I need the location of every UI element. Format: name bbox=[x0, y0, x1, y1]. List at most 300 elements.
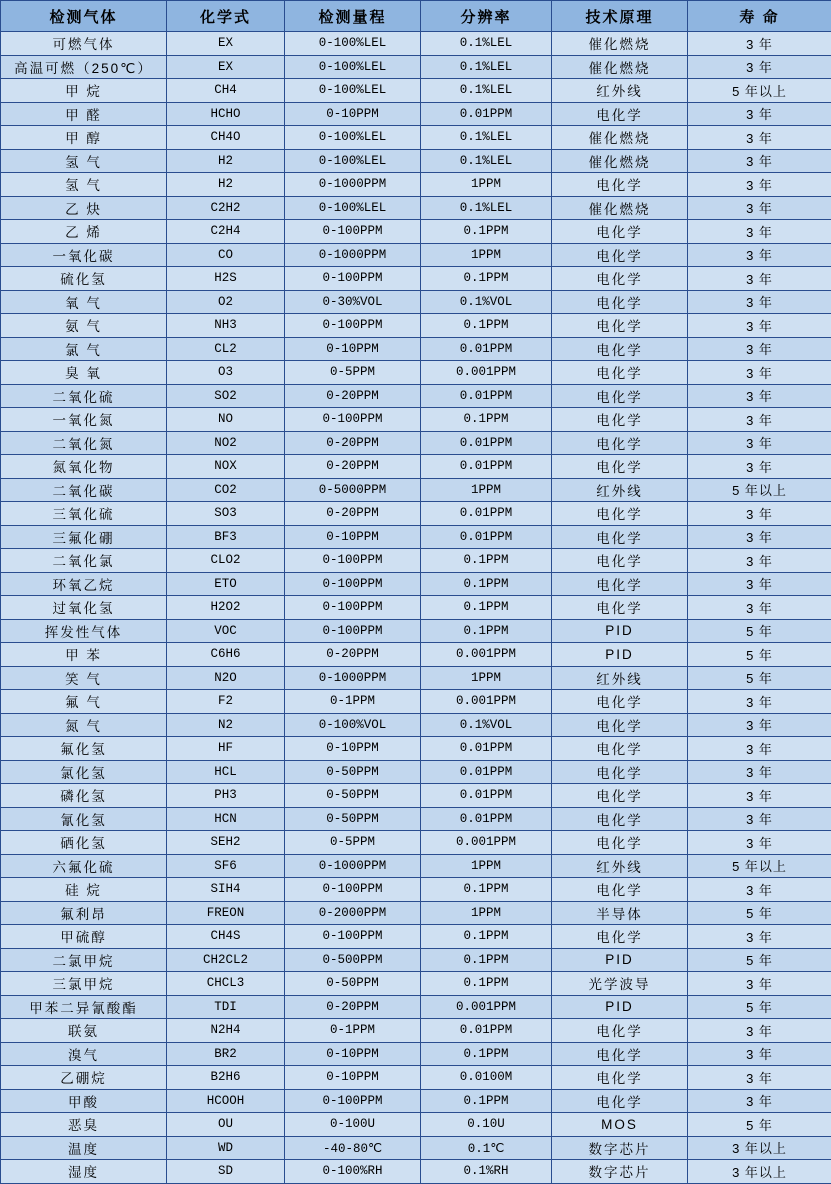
cell-range: 0-1000PPM bbox=[285, 173, 421, 197]
cell-principle: 数字芯片 bbox=[552, 1136, 688, 1160]
cell-gas: 三氯甲烷 bbox=[1, 972, 167, 996]
table-row bbox=[1, 690, 831, 714]
cell-range: 0-10PPM bbox=[285, 102, 421, 126]
cell-resolution: 0.1PPM bbox=[421, 1042, 552, 1066]
cell-principle: 电化学 bbox=[552, 713, 688, 737]
cell-gas: 乙 烯 bbox=[1, 220, 167, 244]
table-row bbox=[1, 126, 831, 150]
cell-principle: 电化学 bbox=[552, 549, 688, 573]
table-row bbox=[1, 408, 831, 432]
cell-range: 0-30%VOL bbox=[285, 290, 421, 314]
cell-formula: PH3 bbox=[167, 784, 285, 808]
cell-resolution: 0.1PPM bbox=[421, 572, 552, 596]
cell-principle: 电化学 bbox=[552, 267, 688, 291]
cell-resolution: 0.01PPM bbox=[421, 455, 552, 479]
cell-formula: HCN bbox=[167, 807, 285, 831]
column-header-formula: 化学式 bbox=[167, 1, 285, 32]
cell-principle: 电化学 bbox=[552, 502, 688, 526]
cell-principle: 电化学 bbox=[552, 1042, 688, 1066]
cell-lifespan: 5 年 bbox=[688, 1113, 831, 1137]
cell-principle: 电化学 bbox=[552, 878, 688, 902]
cell-lifespan: 3 年 bbox=[688, 1089, 831, 1113]
cell-gas: 氨 气 bbox=[1, 314, 167, 338]
cell-lifespan: 3 年 bbox=[688, 55, 831, 79]
cell-resolution: 0.1PPM bbox=[421, 267, 552, 291]
cell-resolution: 0.1%LEL bbox=[421, 149, 552, 173]
cell-gas: 一氧化碳 bbox=[1, 243, 167, 267]
table-row bbox=[1, 901, 831, 925]
cell-resolution: 0.1PPM bbox=[421, 549, 552, 573]
cell-principle: 催化燃烧 bbox=[552, 55, 688, 79]
cell-lifespan: 3 年 bbox=[688, 455, 831, 479]
cell-resolution: 1PPM bbox=[421, 173, 552, 197]
cell-gas: 氮氧化物 bbox=[1, 455, 167, 479]
cell-range: 0-20PPM bbox=[285, 455, 421, 479]
cell-resolution: 1PPM bbox=[421, 901, 552, 925]
cell-resolution: 0.1PPM bbox=[421, 314, 552, 338]
cell-range: 0-5000PPM bbox=[285, 478, 421, 502]
cell-formula: NH3 bbox=[167, 314, 285, 338]
cell-principle: 催化燃烧 bbox=[552, 32, 688, 56]
cell-principle: 电化学 bbox=[552, 831, 688, 855]
table-row bbox=[1, 713, 831, 737]
cell-range: 0-5PPM bbox=[285, 361, 421, 385]
cell-gas: 硫化氢 bbox=[1, 267, 167, 291]
cell-range: 0-10PPM bbox=[285, 1042, 421, 1066]
cell-resolution: 0.1PPM bbox=[421, 972, 552, 996]
cell-resolution: 0.01PPM bbox=[421, 384, 552, 408]
table-header bbox=[1, 1, 831, 32]
cell-resolution: 0.10U bbox=[421, 1113, 552, 1137]
table-row bbox=[1, 478, 831, 502]
table-row bbox=[1, 596, 831, 620]
cell-range: 0-100PPM bbox=[285, 619, 421, 643]
cell-lifespan: 3 年 bbox=[688, 290, 831, 314]
cell-gas: 一氧化氮 bbox=[1, 408, 167, 432]
cell-principle: 电化学 bbox=[552, 737, 688, 761]
table-row bbox=[1, 572, 831, 596]
cell-gas: 硒化氢 bbox=[1, 831, 167, 855]
cell-formula: SO2 bbox=[167, 384, 285, 408]
cell-principle: 电化学 bbox=[552, 1066, 688, 1090]
cell-formula: HF bbox=[167, 737, 285, 761]
cell-resolution: 0.1℃ bbox=[421, 1136, 552, 1160]
cell-lifespan: 3 年 bbox=[688, 196, 831, 220]
cell-resolution: 0.1PPM bbox=[421, 948, 552, 972]
cell-formula: OU bbox=[167, 1113, 285, 1137]
cell-principle: 电化学 bbox=[552, 572, 688, 596]
cell-resolution: 0.1PPM bbox=[421, 596, 552, 620]
cell-range: 0-100PPM bbox=[285, 549, 421, 573]
cell-lifespan: 3 年 bbox=[688, 32, 831, 56]
cell-range: 0-100%LEL bbox=[285, 196, 421, 220]
cell-principle: 电化学 bbox=[552, 760, 688, 784]
cell-resolution: 0.1PPM bbox=[421, 220, 552, 244]
cell-resolution: 0.1PPM bbox=[421, 619, 552, 643]
cell-lifespan: 3 年 bbox=[688, 337, 831, 361]
cell-gas: 笑 气 bbox=[1, 666, 167, 690]
cell-formula: CH4 bbox=[167, 79, 285, 103]
cell-formula: HCOOH bbox=[167, 1089, 285, 1113]
cell-resolution: 0.1%LEL bbox=[421, 32, 552, 56]
table-header-row bbox=[1, 1, 831, 32]
cell-resolution: 0.1%LEL bbox=[421, 79, 552, 103]
table-row bbox=[1, 1042, 831, 1066]
cell-principle: 电化学 bbox=[552, 384, 688, 408]
table-row bbox=[1, 243, 831, 267]
cell-range: 0-50PPM bbox=[285, 784, 421, 808]
table-row bbox=[1, 1019, 831, 1043]
cell-formula: SO3 bbox=[167, 502, 285, 526]
cell-resolution: 0.1%LEL bbox=[421, 126, 552, 150]
cell-gas: 磷化氢 bbox=[1, 784, 167, 808]
table-row bbox=[1, 995, 831, 1019]
cell-range: 0-100PPM bbox=[285, 220, 421, 244]
cell-lifespan: 3 年 bbox=[688, 878, 831, 902]
cell-range: 0-100%RH bbox=[285, 1160, 421, 1184]
cell-gas: 甲酸 bbox=[1, 1089, 167, 1113]
cell-principle: 电化学 bbox=[552, 243, 688, 267]
table-row bbox=[1, 1160, 831, 1184]
cell-principle: 电化学 bbox=[552, 220, 688, 244]
cell-range: -40-80℃ bbox=[285, 1136, 421, 1160]
table-row bbox=[1, 1089, 831, 1113]
table-row bbox=[1, 619, 831, 643]
cell-formula: CLO2 bbox=[167, 549, 285, 573]
cell-formula: O2 bbox=[167, 290, 285, 314]
cell-gas: 三氟化硼 bbox=[1, 525, 167, 549]
cell-resolution: 0.1%LEL bbox=[421, 55, 552, 79]
table-row bbox=[1, 79, 831, 103]
cell-range: 0-500PPM bbox=[285, 948, 421, 972]
cell-range: 0-1PPM bbox=[285, 1019, 421, 1043]
cell-formula: CH4O bbox=[167, 126, 285, 150]
cell-formula: B2H6 bbox=[167, 1066, 285, 1090]
table-row bbox=[1, 455, 831, 479]
cell-gas: 硅 烷 bbox=[1, 878, 167, 902]
cell-gas: 恶臭 bbox=[1, 1113, 167, 1137]
cell-range: 0-100%LEL bbox=[285, 32, 421, 56]
cell-resolution: 0.01PPM bbox=[421, 102, 552, 126]
cell-resolution: 0.0100M bbox=[421, 1066, 552, 1090]
cell-range: 0-100PPM bbox=[285, 1089, 421, 1113]
cell-range: 0-100PPM bbox=[285, 878, 421, 902]
cell-gas: 环氧乙烷 bbox=[1, 572, 167, 596]
cell-principle: 催化燃烧 bbox=[552, 196, 688, 220]
cell-lifespan: 3 年 bbox=[688, 549, 831, 573]
cell-gas: 六氟化硫 bbox=[1, 854, 167, 878]
cell-principle: 电化学 bbox=[552, 807, 688, 831]
cell-range: 0-2000PPM bbox=[285, 901, 421, 925]
cell-principle: 电化学 bbox=[552, 455, 688, 479]
cell-principle: 电化学 bbox=[552, 525, 688, 549]
cell-range: 0-1PPM bbox=[285, 690, 421, 714]
cell-gas: 高温可燃（250℃） bbox=[1, 55, 167, 79]
cell-lifespan: 3 年 bbox=[688, 102, 831, 126]
cell-formula: CO bbox=[167, 243, 285, 267]
table-row bbox=[1, 173, 831, 197]
table-row bbox=[1, 314, 831, 338]
table-row bbox=[1, 1113, 831, 1137]
cell-lifespan: 5 年 bbox=[688, 995, 831, 1019]
cell-principle: PID bbox=[552, 995, 688, 1019]
table-body bbox=[1, 32, 831, 1184]
cell-principle: PID bbox=[552, 948, 688, 972]
cell-lifespan: 3 年 bbox=[688, 925, 831, 949]
cell-resolution: 0.01PPM bbox=[421, 760, 552, 784]
cell-range: 0-1000PPM bbox=[285, 243, 421, 267]
cell-lifespan: 3 年 bbox=[688, 126, 831, 150]
cell-range: 0-100%LEL bbox=[285, 55, 421, 79]
cell-formula: SIH4 bbox=[167, 878, 285, 902]
cell-gas: 乙硼烷 bbox=[1, 1066, 167, 1090]
cell-lifespan: 3 年 bbox=[688, 149, 831, 173]
table-row bbox=[1, 784, 831, 808]
table-row bbox=[1, 361, 831, 385]
cell-lifespan: 3 年 bbox=[688, 972, 831, 996]
cell-range: 0-10PPM bbox=[285, 337, 421, 361]
cell-lifespan: 3 年 bbox=[688, 784, 831, 808]
cell-lifespan: 3 年 bbox=[688, 713, 831, 737]
cell-gas: 氟利昂 bbox=[1, 901, 167, 925]
cell-formula: TDI bbox=[167, 995, 285, 1019]
cell-gas: 二氯甲烷 bbox=[1, 948, 167, 972]
table-row bbox=[1, 549, 831, 573]
cell-lifespan: 5 年 bbox=[688, 901, 831, 925]
cell-formula: NO2 bbox=[167, 431, 285, 455]
cell-lifespan: 3 年 bbox=[688, 220, 831, 244]
cell-resolution: 1PPM bbox=[421, 478, 552, 502]
cell-principle: 红外线 bbox=[552, 666, 688, 690]
table-row bbox=[1, 643, 831, 667]
cell-lifespan: 3 年 bbox=[688, 572, 831, 596]
cell-range: 0-100PPM bbox=[285, 267, 421, 291]
table-row bbox=[1, 220, 831, 244]
cell-range: 0-20PPM bbox=[285, 384, 421, 408]
table-row bbox=[1, 737, 831, 761]
cell-principle: 电化学 bbox=[552, 173, 688, 197]
cell-range: 0-10PPM bbox=[285, 737, 421, 761]
cell-principle: 电化学 bbox=[552, 290, 688, 314]
cell-principle: 电化学 bbox=[552, 361, 688, 385]
cell-lifespan: 3 年 bbox=[688, 1019, 831, 1043]
cell-lifespan: 5 年以上 bbox=[688, 854, 831, 878]
cell-range: 0-100PPM bbox=[285, 925, 421, 949]
cell-formula: HCHO bbox=[167, 102, 285, 126]
cell-resolution: 0.01PPM bbox=[421, 807, 552, 831]
cell-gas: 氢 气 bbox=[1, 173, 167, 197]
cell-lifespan: 3 年 bbox=[688, 690, 831, 714]
cell-lifespan: 3 年 bbox=[688, 1066, 831, 1090]
cell-gas: 联氨 bbox=[1, 1019, 167, 1043]
cell-lifespan: 3 年 bbox=[688, 431, 831, 455]
cell-resolution: 0.01PPM bbox=[421, 337, 552, 361]
cell-resolution: 0.1%RH bbox=[421, 1160, 552, 1184]
cell-range: 0-100PPM bbox=[285, 408, 421, 432]
cell-formula: EX bbox=[167, 55, 285, 79]
table-row bbox=[1, 149, 831, 173]
table-row bbox=[1, 807, 831, 831]
cell-lifespan: 3 年 bbox=[688, 807, 831, 831]
cell-principle: PID bbox=[552, 619, 688, 643]
cell-range: 0-10PPM bbox=[285, 1066, 421, 1090]
cell-formula: H2 bbox=[167, 149, 285, 173]
cell-principle: 催化燃烧 bbox=[552, 149, 688, 173]
cell-formula: CO2 bbox=[167, 478, 285, 502]
cell-principle: 电化学 bbox=[552, 314, 688, 338]
cell-gas: 二氧化硫 bbox=[1, 384, 167, 408]
cell-range: 0-100%LEL bbox=[285, 126, 421, 150]
table-row bbox=[1, 666, 831, 690]
cell-gas: 甲 醇 bbox=[1, 126, 167, 150]
cell-formula: WD bbox=[167, 1136, 285, 1160]
cell-principle: 电化学 bbox=[552, 408, 688, 432]
cell-formula: BR2 bbox=[167, 1042, 285, 1066]
cell-lifespan: 3 年 bbox=[688, 408, 831, 432]
cell-resolution: 0.001PPM bbox=[421, 995, 552, 1019]
cell-lifespan: 3 年 bbox=[688, 831, 831, 855]
cell-gas: 氰化氢 bbox=[1, 807, 167, 831]
table-row bbox=[1, 948, 831, 972]
cell-formula: CL2 bbox=[167, 337, 285, 361]
table-row bbox=[1, 925, 831, 949]
cell-resolution: 0.01PPM bbox=[421, 1019, 552, 1043]
cell-lifespan: 3 年 bbox=[688, 384, 831, 408]
cell-resolution: 0.1%VOL bbox=[421, 290, 552, 314]
cell-lifespan: 5 年 bbox=[688, 643, 831, 667]
cell-resolution: 1PPM bbox=[421, 854, 552, 878]
cell-formula: NOX bbox=[167, 455, 285, 479]
cell-principle: 红外线 bbox=[552, 478, 688, 502]
cell-principle: 电化学 bbox=[552, 1019, 688, 1043]
cell-resolution: 0.01PPM bbox=[421, 431, 552, 455]
cell-range: 0-20PPM bbox=[285, 643, 421, 667]
cell-gas: 三氧化硫 bbox=[1, 502, 167, 526]
table-row bbox=[1, 384, 831, 408]
cell-range: 0-50PPM bbox=[285, 972, 421, 996]
cell-principle: 电化学 bbox=[552, 925, 688, 949]
cell-lifespan: 3 年以上 bbox=[688, 1136, 831, 1160]
cell-gas: 湿度 bbox=[1, 1160, 167, 1184]
cell-formula: O3 bbox=[167, 361, 285, 385]
cell-resolution: 0.1PPM bbox=[421, 408, 552, 432]
cell-principle: 数字芯片 bbox=[552, 1160, 688, 1184]
cell-formula: SF6 bbox=[167, 854, 285, 878]
cell-range: 0-100%LEL bbox=[285, 79, 421, 103]
cell-gas: 乙 炔 bbox=[1, 196, 167, 220]
cell-resolution: 0.1PPM bbox=[421, 1089, 552, 1113]
table-row bbox=[1, 337, 831, 361]
cell-lifespan: 5 年 bbox=[688, 666, 831, 690]
cell-range: 0-100PPM bbox=[285, 572, 421, 596]
cell-gas: 臭 氧 bbox=[1, 361, 167, 385]
table-row bbox=[1, 854, 831, 878]
table-row bbox=[1, 32, 831, 56]
cell-principle: 催化燃烧 bbox=[552, 126, 688, 150]
cell-gas: 甲苯二异氰酸酯 bbox=[1, 995, 167, 1019]
table-row bbox=[1, 1136, 831, 1160]
column-header-resolution: 分辨率 bbox=[421, 1, 552, 32]
cell-resolution: 0.001PPM bbox=[421, 690, 552, 714]
cell-formula: CH4S bbox=[167, 925, 285, 949]
cell-formula: N2 bbox=[167, 713, 285, 737]
cell-range: 0-100PPM bbox=[285, 596, 421, 620]
cell-gas: 温度 bbox=[1, 1136, 167, 1160]
cell-principle: 电化学 bbox=[552, 784, 688, 808]
cell-range: 0-20PPM bbox=[285, 995, 421, 1019]
cell-formula: SD bbox=[167, 1160, 285, 1184]
table-row bbox=[1, 831, 831, 855]
cell-range: 0-20PPM bbox=[285, 502, 421, 526]
cell-formula: N2H4 bbox=[167, 1019, 285, 1043]
cell-formula: ETO bbox=[167, 572, 285, 596]
cell-principle: 电化学 bbox=[552, 690, 688, 714]
cell-resolution: 0.1PPM bbox=[421, 878, 552, 902]
column-header-lifespan: 寿 命 bbox=[688, 1, 831, 32]
cell-gas: 过氧化氢 bbox=[1, 596, 167, 620]
cell-range: 0-100%LEL bbox=[285, 149, 421, 173]
cell-resolution: 0.001PPM bbox=[421, 643, 552, 667]
cell-resolution: 0.01PPM bbox=[421, 525, 552, 549]
cell-formula: C6H6 bbox=[167, 643, 285, 667]
cell-resolution: 0.01PPM bbox=[421, 502, 552, 526]
cell-resolution: 0.1%LEL bbox=[421, 196, 552, 220]
cell-gas: 氟 气 bbox=[1, 690, 167, 714]
cell-lifespan: 3 年 bbox=[688, 525, 831, 549]
cell-principle: PID bbox=[552, 643, 688, 667]
cell-formula: NO bbox=[167, 408, 285, 432]
cell-formula: BF3 bbox=[167, 525, 285, 549]
table-row bbox=[1, 290, 831, 314]
cell-formula: N2O bbox=[167, 666, 285, 690]
table-row bbox=[1, 102, 831, 126]
cell-resolution: 0.1PPM bbox=[421, 925, 552, 949]
cell-gas: 氧 气 bbox=[1, 290, 167, 314]
cell-resolution: 1PPM bbox=[421, 243, 552, 267]
cell-lifespan: 3 年 bbox=[688, 502, 831, 526]
table-row bbox=[1, 55, 831, 79]
cell-range: 0-1000PPM bbox=[285, 854, 421, 878]
cell-gas: 二氧化碳 bbox=[1, 478, 167, 502]
cell-formula: H2S bbox=[167, 267, 285, 291]
cell-gas: 氯化氢 bbox=[1, 760, 167, 784]
cell-range: 0-50PPM bbox=[285, 807, 421, 831]
cell-lifespan: 3 年 bbox=[688, 361, 831, 385]
column-header-range: 检测量程 bbox=[285, 1, 421, 32]
cell-formula: H2O2 bbox=[167, 596, 285, 620]
cell-principle: 半导体 bbox=[552, 901, 688, 925]
cell-gas: 甲 苯 bbox=[1, 643, 167, 667]
cell-gas: 二氧化氮 bbox=[1, 431, 167, 455]
cell-gas: 二氧化氯 bbox=[1, 549, 167, 573]
cell-lifespan: 3 年 bbox=[688, 267, 831, 291]
cell-lifespan: 3 年以上 bbox=[688, 1160, 831, 1184]
cell-formula: EX bbox=[167, 32, 285, 56]
cell-principle: 电化学 bbox=[552, 102, 688, 126]
cell-gas: 氯 气 bbox=[1, 337, 167, 361]
cell-principle: MOS bbox=[552, 1113, 688, 1137]
table-row bbox=[1, 972, 831, 996]
cell-range: 0-5PPM bbox=[285, 831, 421, 855]
cell-principle: 电化学 bbox=[552, 337, 688, 361]
cell-lifespan: 5 年以上 bbox=[688, 79, 831, 103]
cell-lifespan: 3 年 bbox=[688, 737, 831, 761]
cell-range: 0-50PPM bbox=[285, 760, 421, 784]
table-row bbox=[1, 502, 831, 526]
cell-range: 0-1000PPM bbox=[285, 666, 421, 690]
cell-lifespan: 3 年 bbox=[688, 314, 831, 338]
cell-formula: H2 bbox=[167, 173, 285, 197]
